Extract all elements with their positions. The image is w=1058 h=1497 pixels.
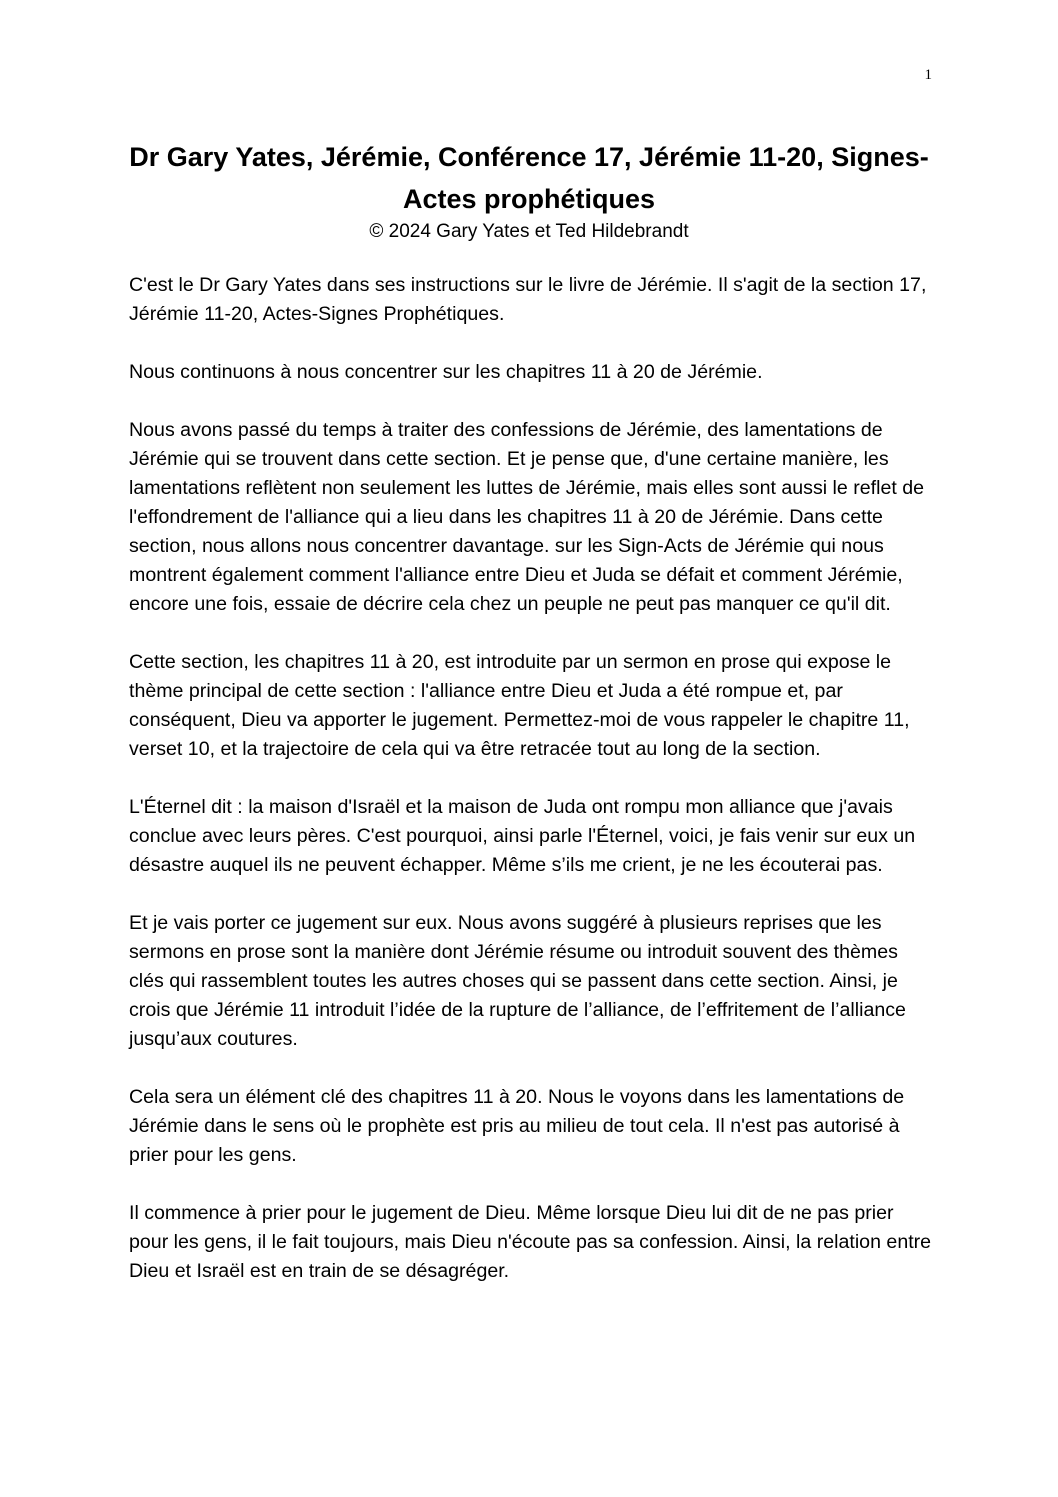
paragraph: Et je vais porter ce jugement sur eux. Nous avons suggéré à plusieurs reprises que les sermons en prose sont la manière dont Jérémie résume ou introduit souvent des thèmes clés qui rassemblent toutes les autres choses qui se passent dans cette section. Ainsi, je crois que Jérémie 11 introduit l’idée de la rupture de l’alliance, de l’effritement de l’alliance jusqu’aux coutures. <box>129 912 906 1050</box>
page-number: 1 <box>924 67 932 83</box>
copyright-line: © 2024 Gary Yates et Ted Hildebrandt <box>369 221 689 242</box>
paragraph: Cela sera un élément clé des chapitres 11 à 20. Nous le voyons dans les lamentations de Jérémie dans le sens où le prophète est pris au milieu de tout cela. Il n'est pas autorisé à prier pour les gens. <box>129 1086 905 1166</box>
paragraph: L'Éternel dit : la maison d'Israël et la maison de Juda ont rompu mon alliance que j'avais conclue avec leurs pères. C'est pourquoi, ainsi parle l'Éternel, voici, je fais venir sur eux un désastre auquel ils ne peuvent échapper. Même s’ils me crient, je ne les écouterai pas. <box>129 796 916 876</box>
paragraph: C'est le Dr Gary Yates dans ses instructions sur le livre de Jérémie. Il s'agit de la section 17, Jérémie 11-20, Actes-Signes Prophétiques. <box>129 274 927 325</box>
document-title: Dr Gary Yates, Jérémie, Conférence 17, Jérémie 11-20, Signes-Actes prophétiques <box>129 142 929 214</box>
paragraph: Nous continuons à nous concentrer sur les chapitres 11 à 20 de Jérémie. <box>129 361 763 383</box>
paragraph: Nous avons passé du temps à traiter des confessions de Jérémie, des lamentations de Jérémie qui se trouvent dans cette section. Et je pense que, d'une certaine manière, les lamentations reflètent non seulement les luttes de Jérémie, mais elles sont aussi le reflet de l'effondrement de l'alliance qui a lieu dans les chapitres 11 à 20 de Jérémie. Dans cette section, nous allons nous concentrer davantage. sur les Sign-Acts de Jérémie qui nous montrent également comment l'alliance entre Dieu et Juda se défait et comment Jérémie, encore une fois, essaie de décrire cela chez un peuple ne peut pas manquer ce qu'il dit. <box>129 419 925 615</box>
document-body <box>129 271 935 1315</box>
paragraph: Il commence à prier pour le jugement de Dieu. Même lorsque Dieu lui dit de ne pas prier pour les gens, il le fait toujours, mais Dieu n'écoute pas sa confession. Ainsi, la relation entre Dieu et Israël est en train de se désagréger. <box>129 1202 932 1282</box>
paragraph: Cette section, les chapitres 11 à 20, est introduite par un sermon en prose qui expose le thème principal de cette section : l'alliance entre Dieu et Juda a été rompue et, par conséquent, Dieu va apporter le jugement. Permettez-moi de vous rappeler le chapitre 11, verset 10, et la trajectoire de cela qui va être retracée tout au long de la section. <box>129 651 910 760</box>
